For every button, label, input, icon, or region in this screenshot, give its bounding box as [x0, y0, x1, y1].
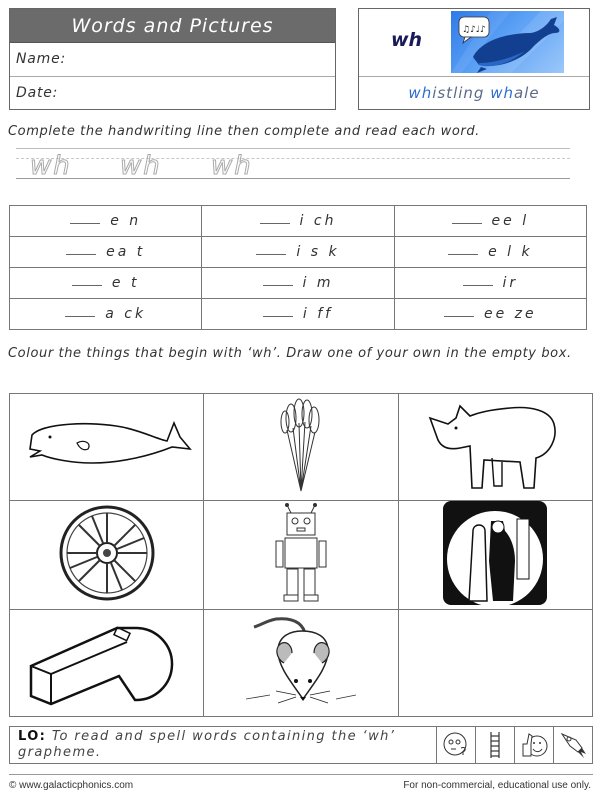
name-field[interactable] — [10, 43, 335, 77]
picture-cell-empty[interactable] — [398, 610, 592, 717]
picture-cell-whale[interactable] — [10, 394, 204, 501]
keyword-text: whistling whale — [408, 84, 540, 102]
trace-letters: wh — [120, 151, 162, 181]
word-cell[interactable]: ea t — [10, 237, 202, 268]
mouse-icon — [236, 611, 366, 711]
word-cell[interactable]: i s k — [202, 237, 394, 268]
wheel-icon — [57, 503, 157, 603]
grapheme-label: wh — [391, 29, 423, 51]
word-cell[interactable]: i ch — [202, 206, 394, 237]
word-cell[interactable]: e n — [10, 206, 202, 237]
lo-label: LO: — [18, 729, 47, 744]
footer-note: For non-commercial, educational use only. — [403, 780, 591, 791]
table-row — [10, 206, 587, 237]
handwriting-line[interactable] — [16, 148, 570, 182]
page-title: Words and Pictures — [10, 9, 335, 43]
word-cell[interactable]: e l k — [394, 237, 586, 268]
handwriting-instruction: Complete the handwriting line then complete and read each word. — [8, 124, 480, 139]
rocket-icon[interactable] — [553, 727, 592, 763]
picture-cell-mouse[interactable] — [204, 610, 398, 717]
table-row — [10, 299, 587, 330]
thumbs-up-icon[interactable] — [514, 727, 553, 763]
word-cell[interactable]: a ck — [10, 299, 202, 330]
date-label: Date: — [16, 85, 59, 101]
word-table — [9, 205, 587, 330]
wheat-icon — [271, 398, 331, 493]
table-row — [10, 268, 587, 299]
confused-face-icon[interactable] — [436, 727, 475, 763]
footer-link[interactable]: © www.galacticphonics.com — [9, 780, 134, 791]
word-cell[interactable]: ir — [394, 268, 586, 299]
policeman-icon — [443, 501, 547, 605]
trace-letters: wh — [30, 151, 72, 181]
picture-cell-wheel[interactable] — [10, 501, 204, 610]
picture-cell-wheat[interactable] — [204, 394, 398, 501]
grapheme-box — [358, 8, 590, 110]
lo-text: To read and spell words containing the ‘wh’ grapheme. — [18, 729, 396, 760]
svg-text:♫♪♩♪: ♫♪♩♪ — [462, 25, 486, 35]
ladder-icon[interactable] — [475, 727, 514, 763]
title-box — [9, 8, 336, 110]
picture-cell-policeman[interactable] — [398, 501, 592, 610]
picture-cell-robot[interactable] — [204, 501, 398, 610]
trace-letters: wh — [211, 151, 253, 181]
whale-icon — [22, 415, 192, 475]
word-cell[interactable]: ee l — [394, 206, 586, 237]
picture-instruction: Colour the things that begin with ‘wh’. Draw one of your own in the empty box. — [8, 346, 572, 361]
whistle-icon — [27, 616, 187, 706]
table-row — [10, 237, 587, 268]
picture-cell-whistle[interactable] — [10, 610, 204, 717]
word-cell[interactable]: i ff — [202, 299, 394, 330]
word-cell[interactable]: i m — [202, 268, 394, 299]
name-label: Name: — [16, 51, 67, 67]
word-cell[interactable]: ee ze — [394, 299, 586, 330]
whistling-whale-image — [451, 11, 564, 73]
date-field[interactable] — [10, 77, 335, 111]
robot-icon — [271, 503, 331, 603]
picture-cell-rhino[interactable] — [398, 394, 592, 501]
rhino-icon — [420, 398, 570, 493]
footer-divider — [9, 774, 593, 775]
word-cell[interactable]: e t — [10, 268, 202, 299]
picture-grid — [9, 393, 593, 717]
learning-objective — [9, 726, 593, 764]
